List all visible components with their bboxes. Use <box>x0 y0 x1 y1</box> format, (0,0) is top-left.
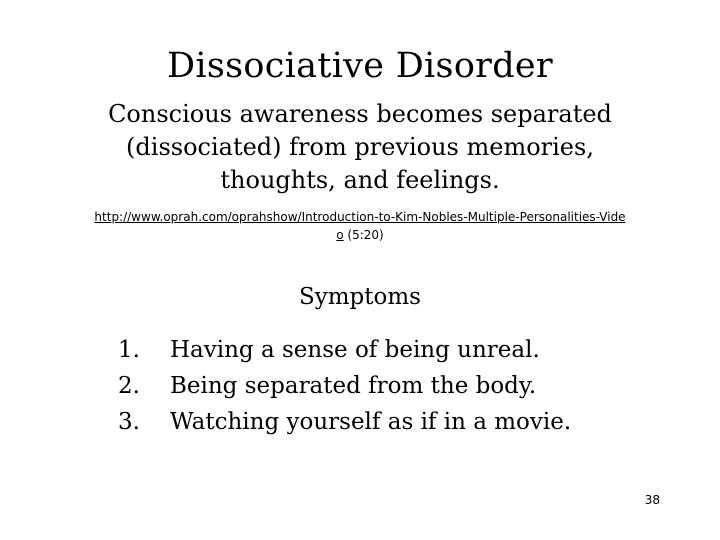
slide-subtitle: Conscious awareness becomes separated (dissociated) from previous memories, thoughts, and feelings. <box>108 100 612 194</box>
slide-title: Dissociative Disorder <box>167 46 553 86</box>
symptom-text: Having a sense of being unreal. <box>170 337 540 363</box>
video-link[interactable]: http://www.oprah.com/oprahshow/Introduction-to-Kim-Nobles-Multiple-Personalities-Video <box>94 210 626 242</box>
page-number: 38 <box>644 493 660 507</box>
symptoms-list <box>118 332 678 440</box>
video-link-block <box>92 208 628 244</box>
symptom-item <box>118 368 678 404</box>
video-duration: (5:20) <box>343 228 384 242</box>
symptom-number: 1. <box>118 337 140 363</box>
symptoms-heading: Symptoms <box>299 284 421 310</box>
symptom-number: 2. <box>118 373 140 399</box>
symptom-text: Watching yourself as if in a movie. <box>170 409 572 435</box>
symptom-item <box>118 332 678 368</box>
symptom-text: Being separated from the body. <box>170 373 537 399</box>
symptom-number: 3. <box>118 409 140 435</box>
symptom-item <box>118 404 678 440</box>
